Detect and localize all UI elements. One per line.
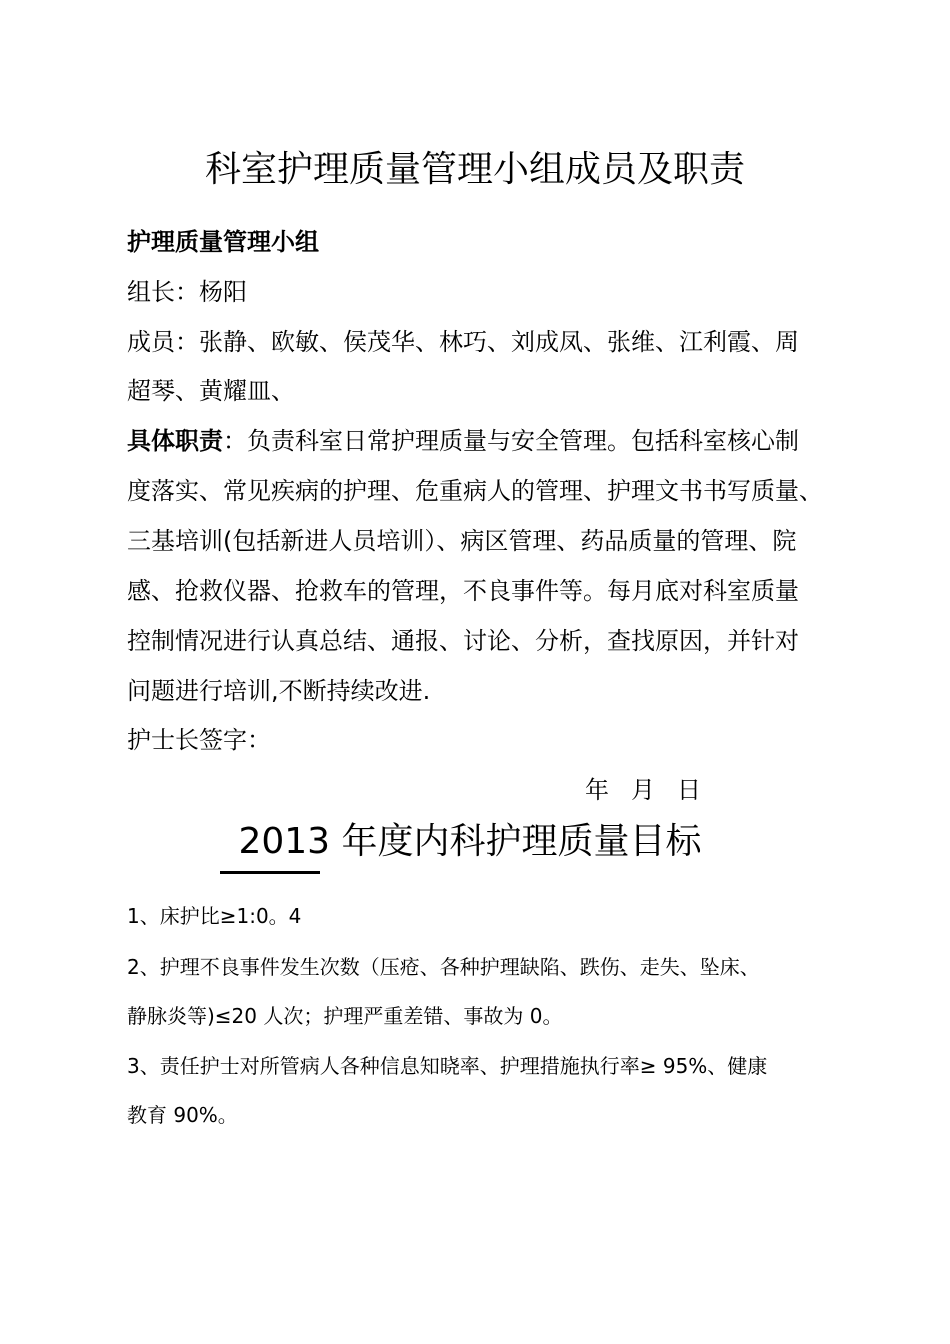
goal-item-2-line-1: 2、护理不良事件发生次数（压疮、各种护理缺陷、跌伤、走失、坠床、 bbox=[127, 955, 760, 979]
duty-line-2: 度落实、常见疾病的护理、危重病人的管理、护理文书书写质量、 bbox=[127, 477, 823, 505]
date-line bbox=[585, 772, 723, 808]
goal-item-3-line-1: 3、责任护士对所管病人各种信息知晓率、护理措施执行率≥ 95%、健康 bbox=[127, 1054, 768, 1078]
title-underline bbox=[220, 871, 320, 874]
goal-item-3-line-2: 教育 90%。 bbox=[127, 1103, 238, 1127]
goals-title: 2013 年度内科护理质量目标 bbox=[238, 821, 702, 862]
signature-line: 护士长签字： bbox=[127, 726, 271, 754]
members-line-2: 超琴、黄耀皿、 bbox=[127, 377, 295, 405]
duty-text-1: ：负责科室日常护理质量与安全管理。包括科室核心制 bbox=[223, 427, 799, 455]
date-day: 日 bbox=[677, 776, 701, 804]
duty-line-4: 感、抢救仪器、抢救车的管理，不良事件等。每月底对科室质量 bbox=[127, 577, 799, 605]
date-month: 月 bbox=[631, 776, 655, 804]
document-title: 科室护理质量管理小组成员及职责 bbox=[204, 149, 745, 190]
duty-line-3: 三基培训(包括新进人员培训）、病区管理、药品质量的管理、院 bbox=[127, 527, 797, 555]
duty-label: 具体职责 bbox=[127, 427, 223, 455]
duty-line-1 bbox=[127, 423, 847, 459]
duty-line-6: 问题进行培训,不断持续改进. bbox=[127, 677, 431, 705]
leader-line: 组长：杨阳 bbox=[127, 278, 247, 306]
members-line-1: 成员：张静、欧敏、侯茂华、林巧、刘成凤、张维、江利霞、周 bbox=[127, 328, 799, 356]
duty-line-5: 控制情况进行认真总结、通报、讨论、分析，查找原因，并针对 bbox=[127, 627, 799, 655]
date-year: 年 bbox=[585, 776, 609, 804]
goal-item-2-line-2: 静脉炎等)≤20 人次；护理严重差错、事故为 0。 bbox=[127, 1004, 563, 1028]
goal-item-1: 1、床护比≥1:0。4 bbox=[127, 904, 302, 928]
group-heading: 护理质量管理小组 bbox=[127, 228, 319, 256]
